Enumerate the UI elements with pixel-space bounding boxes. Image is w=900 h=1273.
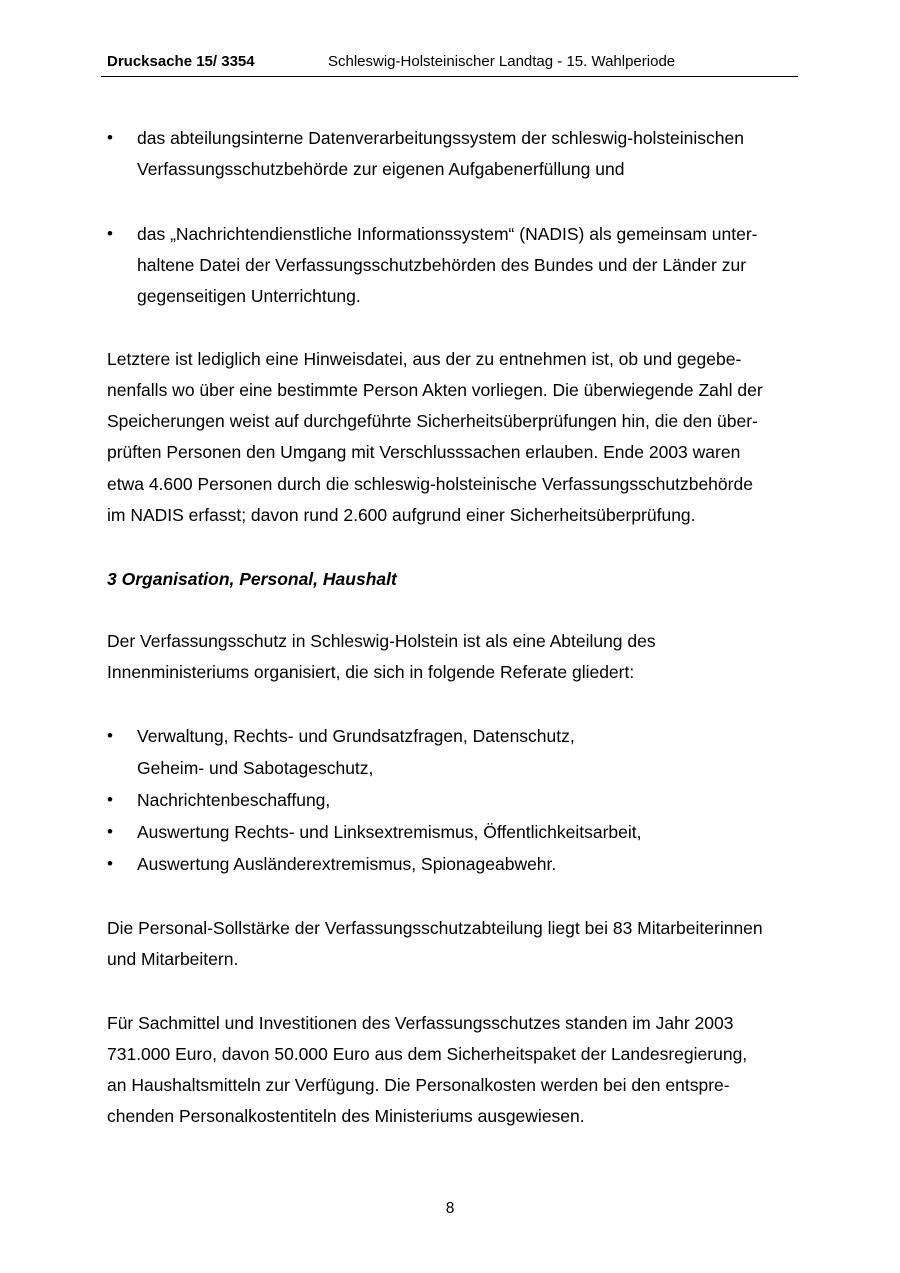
page-number: 8 [445, 1200, 455, 1217]
bullet-icon: • [107, 822, 113, 841]
list-item-line: haltene Datei der Verfassungsschutzbehörden des Bundes und der Länder zur [137, 255, 747, 275]
parliament-title: Schleswig-Holsteinischer Landtag - 15. Wahlperiode [328, 53, 676, 70]
paragraph-line: im NADIS erfasst; davon rund 2.600 aufgrund einer Sicherheitsüberprüfung. [107, 505, 696, 525]
paragraph-line: Innenministeriums organisiert, die sich in folgende Referate gliedert: [107, 662, 635, 682]
paragraph-line: Für Sachmittel und Investitionen des Verfassungsschutzes standen im Jahr 2003 [107, 1013, 734, 1033]
list-item-line: das „Nachrichtendienstliche Informationssystem“ (NADIS) als gemeinsam unter- [137, 224, 758, 244]
paragraph-line: Der Verfassungsschutz in Schleswig-Holstein ist als eine Abteilung des [107, 631, 656, 651]
list-item-line: gegenseitigen Unterrichtung. [137, 286, 361, 306]
list-item-line: Auswertung Ausländerextremismus, Spionageabwehr. [137, 854, 557, 874]
list-item-line: das abteilungsinterne Datenverarbeitungssystem der schleswig-holsteinischen [137, 128, 744, 148]
bullet-icon: • [107, 854, 113, 873]
section-heading: 3 Organisation, Personal, Haushalt [107, 569, 397, 589]
bullet-icon: • [107, 128, 113, 147]
document-number: Drucksache 15/ 3354 [107, 53, 255, 70]
bullet-icon: • [107, 790, 113, 809]
paragraph-line: 731.000 Euro, davon 50.000 Euro aus dem Sicherheitspaket der Landesregierung, [107, 1044, 748, 1064]
paragraph-line: an Haushaltsmitteln zur Verfügung. Die Personalkosten werden bei den entspre- [107, 1075, 730, 1095]
paragraph-line: Die Personal-Sollstärke der Verfassungsschutzabteilung liegt bei 83 Mitarbeiterinnen [107, 918, 763, 938]
list-item-line: Nachrichtenbeschaffung, [137, 790, 331, 810]
paragraph-line: Letztere ist lediglich eine Hinweisdatei, aus der zu entnehmen ist, ob und gegebe- [107, 349, 742, 369]
paragraph-line: und Mitarbeitern. [107, 949, 239, 969]
paragraph-line: nenfalls wo über eine bestimmte Person Akten vorliegen. Die überwiegende Zahl der [107, 380, 763, 400]
paragraph-line: prüften Personen den Umgang mit Verschlusssachen erlauben. Ende 2003 waren [107, 442, 741, 462]
list-item-line: Geheim- und Sabotageschutz, [137, 758, 374, 778]
list-item-line: Verfassungsschutzbehörde zur eigenen Aufgabenerfüllung und [137, 159, 625, 179]
paragraph-line: chenden Personalkostentiteln des Ministeriums ausgewiesen. [107, 1106, 585, 1126]
paragraph-line: etwa 4.600 Personen durch die schleswig-holsteinische Verfassungsschutzbehörde [107, 474, 753, 494]
paragraph-line: Speicherungen weist auf durchgeführte Sicherheitsüberprüfungen hin, die den über- [107, 411, 758, 431]
list-item-line: Verwaltung, Rechts- und Grundsatzfragen, Datenschutz, [137, 726, 575, 746]
page-header [101, 50, 798, 77]
bullet-icon: • [107, 224, 113, 243]
bullet-icon: • [107, 726, 113, 745]
list-item-line: Auswertung Rechts- und Linksextremismus, Öffentlichkeitsarbeit, [137, 822, 642, 842]
